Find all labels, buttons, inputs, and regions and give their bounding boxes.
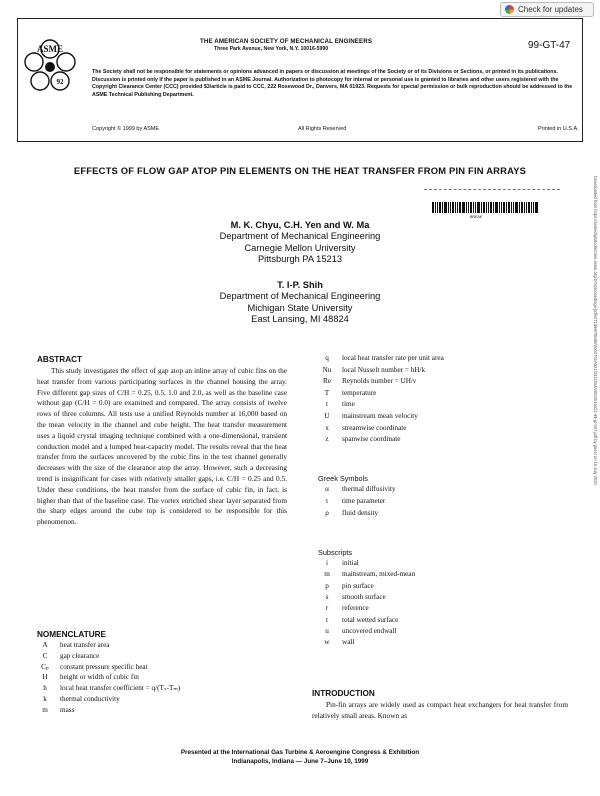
nomenclature-description: thermal conductivity <box>60 695 120 703</box>
nomenclature-description: time parameter <box>342 496 386 505</box>
presented-line-2: Indianapolis, Indiana — June 7–June 10, 1999 <box>231 757 369 765</box>
nomenclature-row <box>318 582 578 593</box>
download-stamp: Downloaded from https://asmedigitalcollection.asme.org/GT/proceedings-pdf/GT1999/78590/V003T01A021/2412264/v003t01a021-99-gt-047.pdf by guest on 16 July 2020 <box>593 176 598 485</box>
nomenclature-symbol: ρ <box>325 508 329 517</box>
nomenclature-row <box>318 593 578 604</box>
nomenclature-symbol: m <box>324 570 330 579</box>
nomenclature-description: time <box>342 400 355 409</box>
author-block-1 <box>0 220 600 266</box>
disclaimer-text: The Society shall not be responsible for statements or opinions advanced in papers or discussion at meetings of the Society or of its Divisions or Sections, or printed in its publications. Discussion is printed only if the paper is published in an ASME Journal. Authorization to photocopy for internal or personal use is granted to libraries and other users registered with the Copyright Clearance Center (CCC) provided $3/article is paid to CCC, 222 Rosewood Dr., Danvers, MA 01923. Requests for special permission or bulk reproduction should be addressed to the ASME Technical Publishing Department. <box>92 69 573 98</box>
barcode-bar <box>521 202 523 213</box>
nomenclature-description: mainstream mean velocity <box>342 412 418 420</box>
nomenclature-symbol: t <box>326 615 328 624</box>
nomenclature-description: mass <box>60 705 75 714</box>
nomenclature-description: gap clearance <box>60 651 100 660</box>
nomenclature-symbol: z <box>325 435 329 444</box>
nomenclature-symbol: p <box>325 581 329 590</box>
barcode-bar <box>437 202 438 213</box>
abstract-text: This study investigates the effect of gap atop an inline array of cubic fins on the heat transfer from various participating surfaces in the channel housing the array. Five different gap sizes of C/H = 0.25, 0.5, 1.0 and 2.0, as well as the baseline case without gap (C/H = 0.0) are examined and compared. The array consists of twelve rows of three columns. All tests use a unified Reynolds number at 16,000 based on the mean velocity in the channel and cube height. The heat transfer measurement uses a liquid crystal imaging technique combined with a one-dimensional, transient conduction model and a lumped heat-capacity model. The results reveal that the heat transfer from the surfaces uncovered by the cubic fins in the test channel generally decreases with the size of the clearance atop the array. However, such a decreasing trend is insignificant for cases with relatively smaller gaps, i.e. C/H = 0.25 and 0.5. Under these conditions, the heat transfer from the surface of cubic fin, in fact, is higher than that of the baseline case. The vortex enriched shear layer separated from the sharp edges around the cube top is considered to be responsible for this phenomenon. <box>37 366 287 527</box>
nomenclature-row <box>318 366 578 378</box>
barcode-bar <box>448 202 449 213</box>
check-for-updates-button[interactable] <box>500 2 594 17</box>
barcode-bar <box>475 202 476 213</box>
nomenclature-row <box>318 412 578 424</box>
barcode-bar <box>511 202 512 213</box>
nomenclature-symbol: u <box>325 626 329 635</box>
nomenclature-description: thermal diffusivity <box>342 485 396 493</box>
nomenclature-row <box>318 354 578 366</box>
paper-number: 99-GT-47 <box>528 40 571 51</box>
barcode-bar <box>435 202 436 213</box>
author-block-2 <box>0 280 600 326</box>
nomenclature-row <box>36 706 296 717</box>
abstract-heading: ABSTRACT <box>37 355 83 364</box>
barcode-bar <box>495 202 498 213</box>
barcode-bar <box>493 202 494 213</box>
nomenclature-description: uncovered endwall <box>342 626 397 635</box>
crossmark-icon <box>505 5 514 14</box>
author-location: East Lansing, MI 48824 <box>251 314 349 325</box>
nomenclature-row <box>318 400 578 412</box>
nomenclature-description: local heat transfer coefficient = q/(Tₛ-Tₘ) <box>60 684 181 693</box>
barcode-bar <box>486 202 487 213</box>
nomenclature-description: mainstream, mixed-mean <box>342 570 416 579</box>
nomenclature-heading: NOMENCLATURE <box>37 630 106 639</box>
author-institution: Carnegie Mellon University <box>244 242 356 253</box>
nomenclature-symbol: r <box>325 604 329 613</box>
barcode-bar <box>466 202 467 213</box>
nomenclature-symbol: H <box>42 673 48 682</box>
barcode <box>432 202 539 213</box>
author-names: T. I-P. Shih <box>277 280 323 290</box>
nomenclature-description: fluid density <box>342 508 379 517</box>
rights-reserved: All Rights Reserved <box>298 126 347 132</box>
nomenclature-description: smooth surface <box>342 592 386 601</box>
nomenclature-symbol: t <box>326 400 328 409</box>
nomenclature-row <box>318 485 578 497</box>
barcode-bar <box>452 202 454 213</box>
nomenclature-symbol: q <box>325 354 329 362</box>
introduction-heading: INTRODUCTION <box>312 689 375 698</box>
nomenclature-description: pin surface <box>342 581 374 590</box>
logo-letter-a: ASME <box>36 44 64 54</box>
nomenclature-symbol: m <box>42 705 48 714</box>
barcode-bar <box>508 202 510 213</box>
nomenclature-row <box>36 663 296 674</box>
nomenclature-row <box>318 627 578 638</box>
nomenclature-symbol: α <box>325 485 329 493</box>
subscripts-heading: Subscripts <box>318 548 353 557</box>
nomenclature-description: Reynolds number = UH/ν <box>342 377 417 386</box>
nomenclature-row <box>318 509 578 521</box>
nomenclature-description: wall <box>342 638 355 647</box>
nomenclature-description: total wetted surface <box>342 615 399 624</box>
barcode-bar <box>506 202 507 213</box>
copyright: Copyright © 1999 by ASME <box>92 126 160 132</box>
paper-title: EFFECTS OF FLOW GAP ATOP PIN ELEMENTS ON THE HEAT TRANSFER FROM PIN FIN ARRAYS <box>73 165 527 176</box>
nomenclature-description: height or width of cubic fin <box>60 673 139 682</box>
barcode-bar <box>442 202 443 213</box>
nomenclature-description: initial <box>342 559 359 567</box>
presented-at <box>0 749 600 766</box>
nomenclature-symbol: τ <box>325 496 329 505</box>
barcode-bar <box>531 202 532 213</box>
barcode-bar <box>473 202 474 213</box>
nomenclature-description: reference <box>342 604 369 613</box>
barcode-bar <box>481 202 482 213</box>
nomenclature-symbol: w <box>324 638 330 647</box>
nomenclature-description: local Nusselt number = hH/k <box>342 365 426 374</box>
barcode-bar <box>470 202 472 213</box>
barcode-bar <box>499 202 500 213</box>
nomenclature-row <box>36 652 296 663</box>
asme-logo <box>22 38 78 94</box>
nomenclature-symbol: Nu <box>322 365 332 374</box>
barcode-bar <box>439 202 441 213</box>
author-dept: Department of Mechanical Engineering <box>219 291 381 302</box>
nomenclature-symbol: T <box>324 388 330 397</box>
society-address: Three Park Avenue, New York, N.Y. 10016-5990 <box>214 46 329 52</box>
barcode-bar <box>535 202 538 213</box>
barcode-bar <box>450 202 451 213</box>
barcode-bar <box>462 202 465 213</box>
author-institution: Michigan State University <box>247 302 353 313</box>
nomenclature-symbol: x <box>325 423 329 432</box>
nomenclature-row <box>36 684 296 695</box>
barcode-bar <box>524 202 525 213</box>
barcode-bar <box>468 202 469 213</box>
nomenclature-symbol: Cₚ <box>41 662 49 671</box>
barcode-bar <box>455 202 456 213</box>
barcode-bar <box>513 202 514 213</box>
greek-symbols-heading: Greek Symbols <box>318 474 368 483</box>
nomenclature-row <box>318 435 578 447</box>
society-name: THE AMERICAN SOCIETY OF MECHANICAL ENGINEERS <box>200 38 373 45</box>
barcode-bar <box>490 202 492 213</box>
nomenclature-symbol: U <box>324 412 330 420</box>
barcode-caption: BREAK <box>470 215 483 219</box>
nomenclature-row <box>318 389 578 401</box>
nomenclature-row <box>318 638 578 649</box>
author-dept: Department of Mechanical Engineering <box>219 231 381 242</box>
author-names: M. K. Chyu, C.H. Yen and W. Ma <box>230 220 370 230</box>
author-location: Pittsburgh PA 15213 <box>257 254 343 265</box>
barcode-bar <box>483 202 485 213</box>
barcode-bar <box>528 202 530 213</box>
barcode-bar <box>459 202 461 213</box>
nomenclature-description: temperature <box>342 388 377 397</box>
nomenclature-description: streamwise coordinate <box>342 423 407 432</box>
nomenclature-row <box>36 695 296 706</box>
nomenclature-description: heat transfer area <box>60 641 110 649</box>
introduction-text: Pin-fin arrays are widely used as compact heat exchangers for heat transfer from relatively small areas. Known as <box>312 700 568 720</box>
barcode-bar <box>519 202 520 213</box>
presented-line-1: Presented at the International Gas Turbine & Aeroengine Congress & Exhibition <box>180 749 420 756</box>
printed-in: Printed in U.S.A. <box>538 126 579 132</box>
nomenclature-row <box>318 570 578 581</box>
barcode-bar <box>488 202 489 213</box>
nomenclature-description: constant pressure specific heat <box>60 662 148 671</box>
barcode-bar <box>432 202 434 213</box>
barcode-bar <box>526 202 527 213</box>
barcode-bar <box>457 202 458 213</box>
barcode-bar <box>515 202 518 213</box>
nomenclature-row <box>318 377 578 389</box>
barcode-bar <box>477 202 480 213</box>
nomenclature-symbol: C <box>42 651 48 660</box>
nomenclature-row <box>36 641 296 652</box>
logo-year: 92 <box>56 78 64 86</box>
nomenclature-row <box>318 559 578 570</box>
nomenclature-symbol: A <box>42 641 48 649</box>
nomenclature-symbol: s <box>325 592 329 601</box>
nomenclature-description: local heat transfer rate per unit area <box>342 354 444 362</box>
nomenclature-row <box>318 616 578 627</box>
nomenclature-row <box>318 604 578 615</box>
nomenclature-row <box>36 673 296 684</box>
nomenclature-symbol: Re <box>323 377 331 386</box>
nomenclature-symbol: i <box>326 559 328 567</box>
title-rule <box>424 189 560 190</box>
nomenclature-row <box>318 497 578 509</box>
barcode-bar <box>501 202 502 213</box>
barcode-bar <box>533 202 534 213</box>
check-for-updates-label: Check for updates <box>518 5 583 14</box>
barcode-bar <box>444 202 447 213</box>
nomenclature-description: spanwise coordinate <box>342 435 401 444</box>
nomenclature-row <box>318 424 578 436</box>
barcode-bar <box>503 202 505 213</box>
nomenclature-symbol: k <box>43 695 47 703</box>
nomenclature-symbol: h <box>43 684 47 693</box>
